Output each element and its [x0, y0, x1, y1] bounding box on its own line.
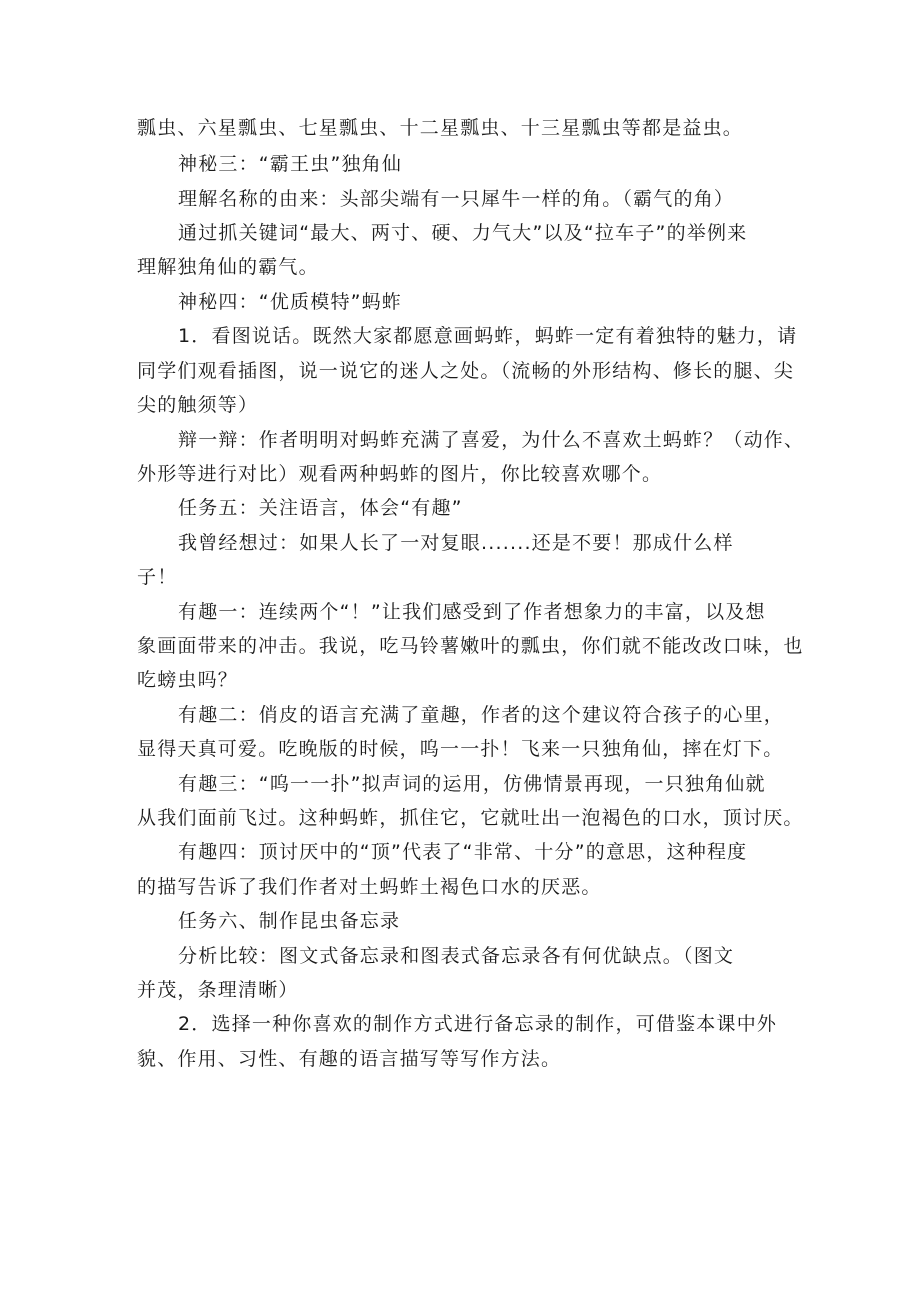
- text-line: 1．看图说话。既然大家都愿意画蚂蚱，蚂蚱一定有着独特的魅力，请: [178, 325, 798, 347]
- text-line: 子！: [137, 566, 178, 588]
- section-heading: 任务五：关注语言，体会“有趣”: [178, 497, 463, 519]
- text-line: 的描写告诉了我们作者对土蚂蚱土褐色口水的厌恶。: [137, 876, 602, 898]
- section-heading: 神秘四：“优质模特”蚂蚱: [178, 291, 403, 313]
- section-heading: 神秘三：“霸王虫”独角仙: [178, 153, 403, 175]
- text-line: 有趣三：“呜一一扑”拟声词的运用，仿佛情景再现，一只独角仙就: [178, 773, 766, 795]
- text-line: 并茂，条理清晰）: [137, 979, 299, 1001]
- text-line: 2．选择一种你喜欢的制作方式进行备忘录的制作，可借鉴本课中外: [178, 1013, 778, 1035]
- text-line: 外形等进行对比）观看两种蚂蚱的图片，你比较喜欢哪个。: [137, 463, 663, 485]
- text-line: 瓢虫、六星瓢虫、七星瓢虫、十二星瓢虫、十三星瓢虫等都是益虫。: [137, 117, 744, 139]
- text-line: 我曾经想过：如果人长了一对复眼.......还是不要！那成什么样: [178, 532, 734, 554]
- text-line: 通过抓关键词“最大、两寸、硬、力气大”以及“拉车子”的举例来: [178, 222, 748, 244]
- text-line: 分析比较：图文式备忘录和图表式备忘录各有何优缺点。（图文: [178, 945, 735, 967]
- text-line: 吃螃虫吗？: [137, 669, 239, 691]
- text-line: 理解独角仙的霸气。: [137, 256, 319, 278]
- text-line: 显得天真可爱。吃晚版的时候，呜一一扑！飞来一只独角仙，摔在灯下。: [137, 738, 784, 760]
- text-line: 尖的触须等）: [137, 394, 259, 416]
- text-line: 有趣一：连续两个“！”让我们感受到了作者想象力的丰富，以及想: [178, 601, 766, 623]
- text-line: 有趣二：俏皮的语言充满了童趣，作者的这个建议符合孩子的心里，: [178, 704, 785, 726]
- text-line: 辩一辩：作者明明对蚂蚱充满了喜爱，为什么不喜欢土蚂蚱？（动作、: [178, 429, 805, 451]
- text-line: 貌、作用、习性、有趣的语言描写等写作方法。: [137, 1048, 562, 1070]
- text-line: 理解名称的由来：头部尖端有一只犀牛一样的角。（霸气的角）: [178, 188, 735, 210]
- text-line: 同学们观看插图，说一说它的迷人之处。（流畅的外形结构、修长的腿、尖: [137, 360, 795, 382]
- text-line: 有趣四：顶讨厌中的“顶”代表了“非常、十分”的意思，这种程度: [178, 841, 748, 863]
- section-heading: 任务六、制作昆虫备忘录: [178, 910, 401, 932]
- text-line: 象画面带来的冲击。我说，吃马铃薯嫩叶的瓢虫，你们就不能改改口味，也: [137, 635, 804, 657]
- text-line: 从我们面前飞过。这种蚂蚱，抓住它，它就吐出一泡褐色的口水，顶讨厌。: [137, 807, 804, 829]
